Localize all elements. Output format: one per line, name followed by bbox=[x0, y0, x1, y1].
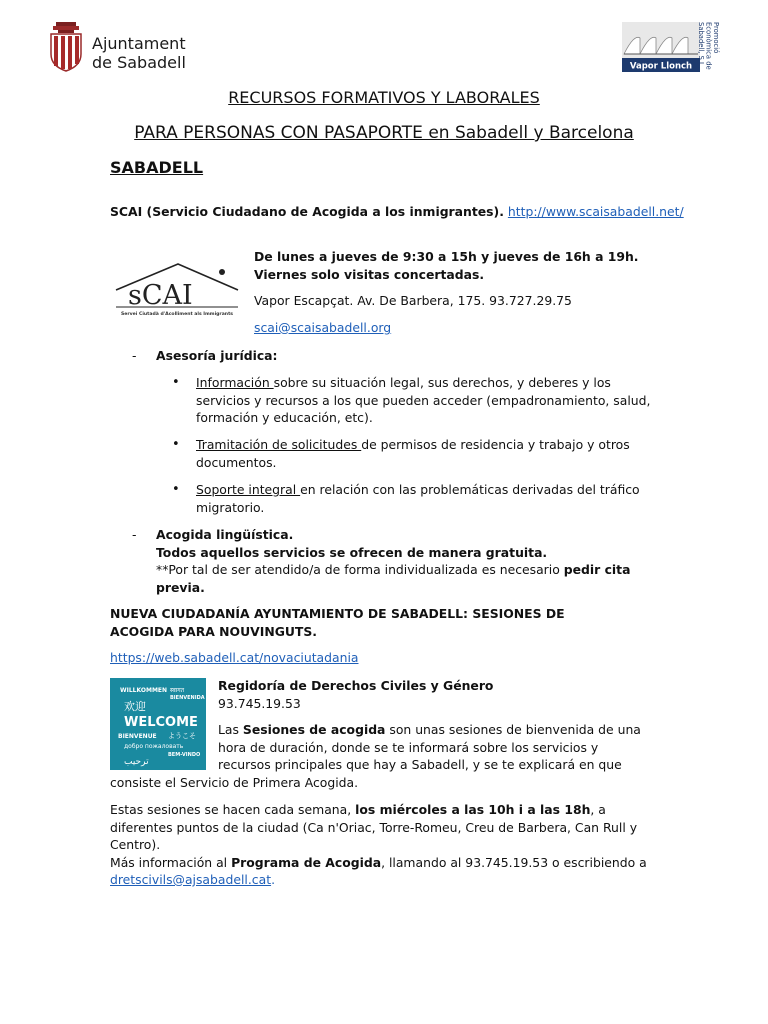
office-name: Regidoría de Derechos Civiles y Género bbox=[218, 678, 494, 693]
scai-logo bbox=[112, 260, 242, 318]
svg-text:ようこそ: ようこそ bbox=[168, 732, 196, 740]
scai-address: Vapor Escapçat. Av. De Barbera, 175. 93.727.29.75 bbox=[254, 293, 572, 308]
nova-ciutadania-link[interactable]: https://web.sabadell.cat/novaciutadania bbox=[110, 650, 359, 665]
list-item: Soporte integral en relación con las problemáticas derivadas del tráfico migratorio. bbox=[196, 482, 640, 515]
bullet-marker: • bbox=[172, 482, 180, 497]
dash-marker: - bbox=[132, 527, 137, 542]
nueva-ciudadania-title: NUEVA CIUDADANÍA AYUNTAMIENTO DE SABADELL: SESIONES DE ACOGIDA PARA NOUVINGUTS. bbox=[110, 606, 565, 639]
dretscivils-email-link[interactable]: dretscivils@ajsabadell.cat bbox=[110, 872, 272, 887]
free-note: Todos aquellos servicios se ofrecen de manera gratuita. bbox=[156, 544, 548, 560]
vapor-llonch-emblem-icon bbox=[620, 18, 728, 76]
scai-hours: De lunes a jueves de 9:30 a 15h y jueves de 16h a 19h. Viernes solo visitas concertadas. bbox=[254, 249, 639, 282]
bullet-marker: • bbox=[172, 437, 180, 452]
office-phone: 93.745.19.53 bbox=[218, 695, 301, 711]
ajuntament-logo-text: Ajuntament de Sabadell bbox=[92, 34, 186, 72]
scai-logo-subtext: Servei Ciutadà d'Acolliment als Immigrants bbox=[120, 312, 234, 317]
sabadell-shield-icon bbox=[48, 22, 84, 72]
appointment-note: **Por tal de ser atendido/a de forma individualizada es necesario pedir cita previa. bbox=[156, 562, 631, 595]
list-item: Tramitación de solicitudes de permisos de residencia y trabajo y otros documentos. bbox=[196, 437, 630, 470]
scai-logo-text: sCAI bbox=[128, 280, 193, 311]
scai-name: SCAI (Servicio Ciudadano de Acogida a los inmigrantes). bbox=[110, 204, 504, 219]
legal-title: Asesoría jurídica: bbox=[156, 348, 278, 363]
svg-text:ترحيب: ترحيب bbox=[124, 757, 149, 767]
sessions-paragraph: Las Sesiones de acogida son unas sesiones de bienvenida de una hora de duración, donde se te informará sobre los servicios y recursos principales que hay a Sabadell, y se te explicará en que consiste el Servicio de Primera Acogida. bbox=[110, 722, 641, 790]
section-title-sabadell: SABADELL bbox=[110, 158, 204, 177]
item-lead: Información bbox=[196, 375, 274, 390]
svg-text:добро пожаловать: добро пожаловать bbox=[124, 743, 184, 750]
item-lead: Tramitación de solicitudes bbox=[196, 437, 362, 452]
more-info-paragraph: Más información al Programa de Acogida, llamando al 93.745.19.53 o escribiendo a bbox=[110, 854, 647, 870]
sessions-schedule: Estas sesiones se hacen cada semana, los miércoles a las 10h i a las 18h, a diferentes puntos de la ciudad (Ca n'Oriac, Torre-Romeu, Creu de Barbera, Can Rull y Centro). Más información al Programa de Acogida, llamando al 93.745.19.53 o escribiendo a dretscivils@ajsabadell.cat. bbox=[110, 801, 660, 889]
svg-text:BIENVENUE: BIENVENUE bbox=[118, 733, 157, 740]
vapor-llonch-logo bbox=[620, 18, 728, 76]
svg-text:欢迎: 欢迎 bbox=[124, 700, 146, 713]
svg-text:WILLKOMMEN: WILLKOMMEN bbox=[120, 687, 168, 694]
bullet-marker: • bbox=[172, 375, 180, 390]
doc-title: RECURSOS FORMATIVOS Y LABORALES bbox=[228, 88, 540, 107]
vapor-llonch-text: Vapor Llonch bbox=[629, 61, 693, 72]
scai-house-icon bbox=[112, 260, 242, 318]
list-item: Información sobre su situación legal, sus derechos, y deberes y los servicios y recursos a los que pueden acceder (empadronamiento, salud, formación y educación, etc). bbox=[196, 375, 651, 425]
doc-subtitle: PARA PERSONAS CON PASAPORTE en Sabadell y Barcelona bbox=[134, 123, 634, 143]
schedule-paragraph: Estas sesiones se hacen cada semana, los miércoles a las 10h i a las 18h, a diferentes puntos de la ciudad (Ca n'Oriac, Torre-Romeu, Creu de Barbera, Can Rull y Centro). bbox=[110, 802, 638, 852]
scai-email-link[interactable]: scai@scaisabadell.org bbox=[254, 320, 392, 335]
linguistic-title: Acogida lingüística. bbox=[156, 527, 294, 542]
linguistic-block bbox=[156, 526, 656, 596]
vapor-side-line3: Sabadell, S.L. bbox=[697, 22, 705, 68]
scai-website-link[interactable]: http://www.scaisabadell.net/ bbox=[507, 204, 684, 219]
svg-text:WELCOME: WELCOME bbox=[124, 715, 198, 730]
svg-text:BEM-VINDO: BEM-VINDO bbox=[168, 752, 201, 758]
item-lead: Soporte integral bbox=[196, 482, 301, 497]
nueva-ciudadania-text bbox=[110, 677, 650, 791]
vapor-side-line1: Promoció bbox=[712, 22, 720, 54]
vapor-side-line2: Econòmica de bbox=[704, 22, 713, 70]
svg-text:BIENVENIDA: BIENVENIDA bbox=[170, 695, 205, 701]
scai-heading bbox=[110, 203, 684, 221]
svg-text:स्वागत: स्वागत bbox=[170, 687, 185, 694]
dash-marker: - bbox=[132, 348, 137, 363]
